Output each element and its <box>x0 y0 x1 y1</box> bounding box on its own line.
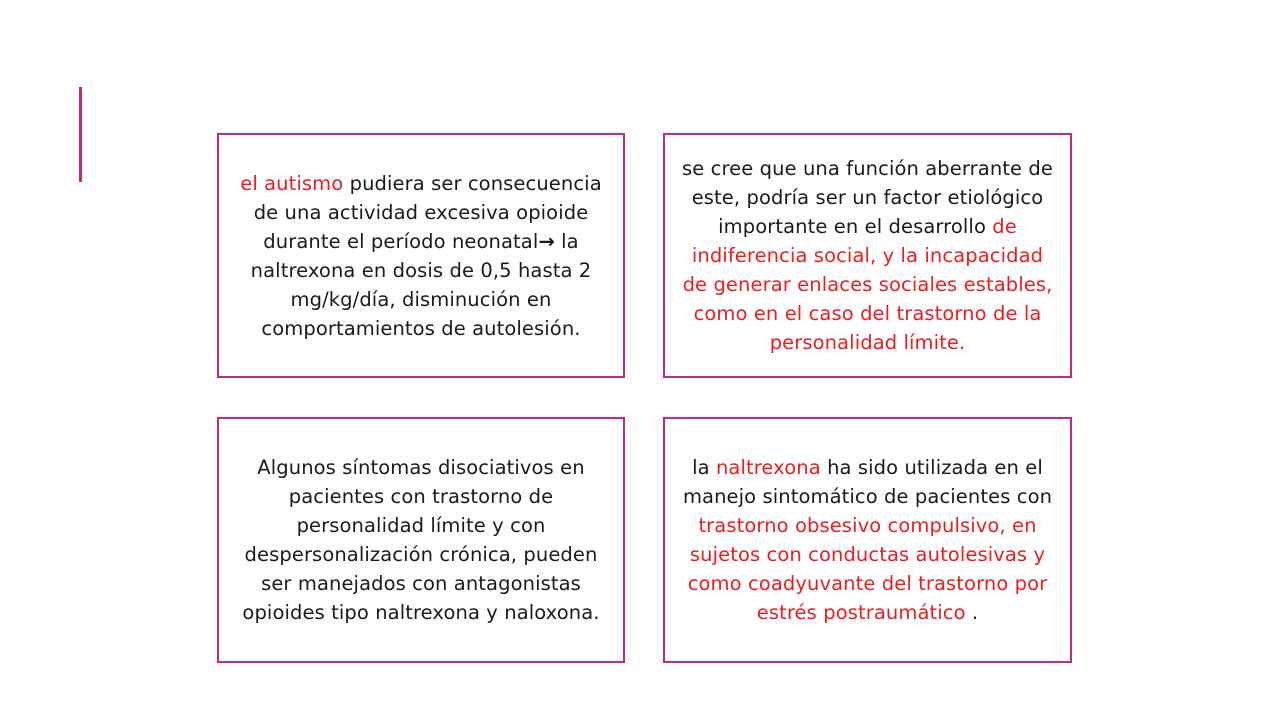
text-segment: la <box>692 456 716 479</box>
text-segment: la naltrexona en dosis de 0,5 hasta 2 mg/kg/día, disminución en comportamientos de autolesión. <box>250 229 592 340</box>
box-text-funcion-aberrante <box>677 154 1058 357</box>
highlight-toc: trastorno obsesivo compulsivo, en sujetos con conductas autolesivas y como coadyuvante del trastorno por estrés postraumático <box>687 514 1048 624</box>
text-segment: . <box>965 601 979 624</box>
accent-bar <box>79 87 82 182</box>
text-segment: pudiera ser consecuencia de una actividad excesiva opioide durante el período neonatal <box>253 171 602 253</box>
text-segment: Algunos síntomas disociativos en pacientes con trastorno de personalidad límite y con despersonalización crónica, pueden ser manejados con antagonistas opioides tipo naltrexona y naloxona. <box>242 456 600 624</box>
text-segment: ha sido utilizada en el manejo sintomático de pacientes con <box>682 456 1053 508</box>
box-text-sintomas-disociativos <box>231 453 611 627</box>
text-segment: se cree que una función aberrante de este, podría ser un factor etiológico importante en el desarrollo <box>681 157 1053 238</box>
arrow-right-icon: → <box>538 229 555 253</box>
highlight-autismo: el autismo <box>240 171 344 195</box>
highlight-indiferencia-social: de indiferencia social, y la incapacidad de generar enlaces sociales estables, como en el caso del trastorno de la personalidad límite. <box>682 215 1053 354</box>
box-text-autismo <box>231 169 611 343</box>
box-text-naltrexona <box>677 453 1058 627</box>
text-box-autismo <box>217 133 625 378</box>
text-box-funcion-aberrante <box>663 133 1072 378</box>
text-box-naltrexona <box>663 417 1072 663</box>
text-box-sintomas-disociativos <box>217 417 625 663</box>
highlight-naltrexona: naltrexona <box>715 456 821 479</box>
